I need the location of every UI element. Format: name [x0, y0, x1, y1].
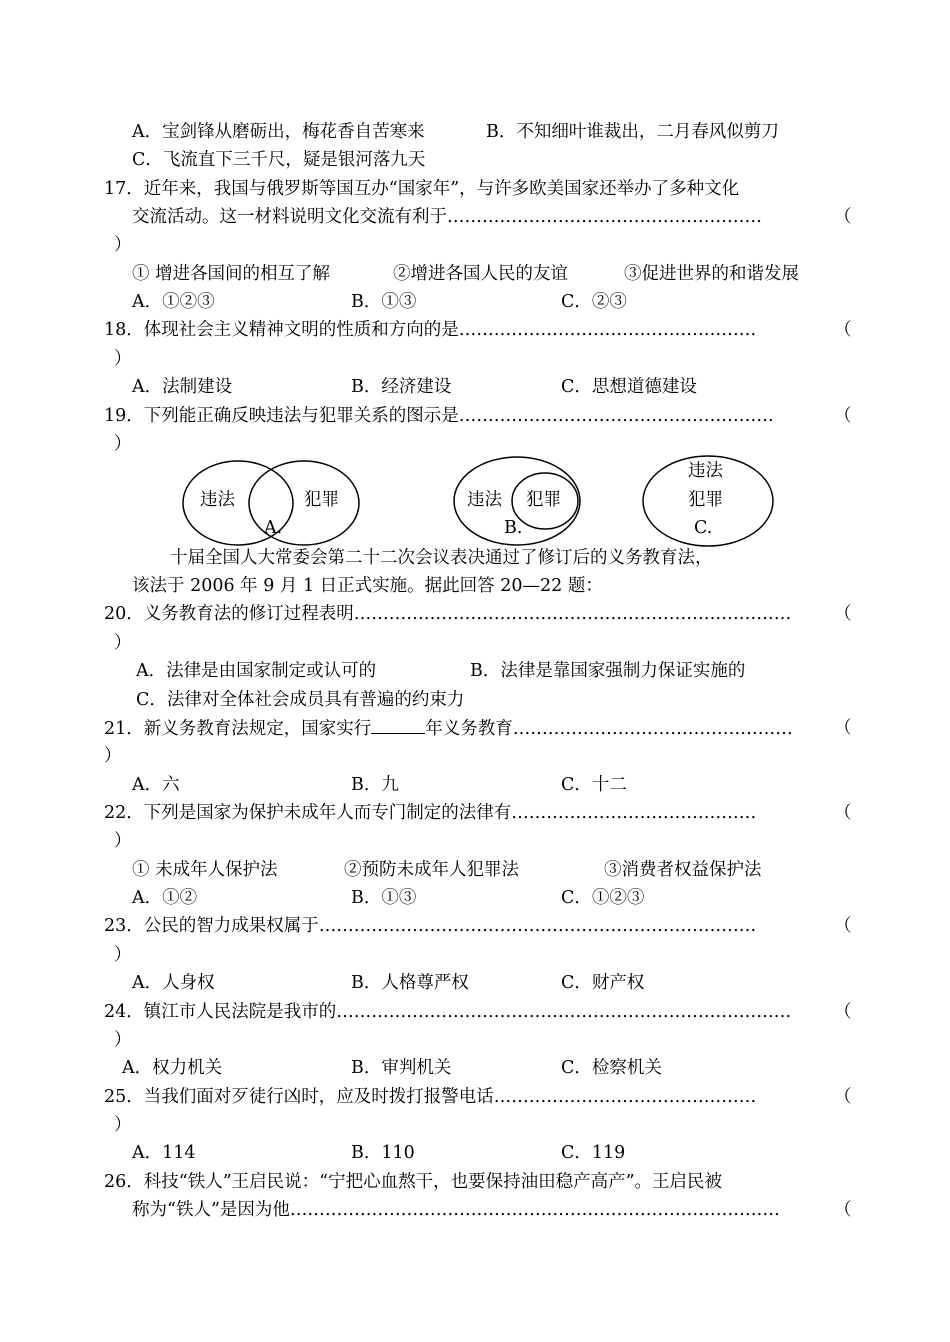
q25-option-b: B．110	[351, 1143, 415, 1163]
q24-stem: 24．镇江市人民法院是我市的……………………………………………………………………	[104, 1002, 792, 1022]
q25-stem: 25．当我们面对歹徒行凶时，应及时拨打报警电话………………………………………	[104, 1087, 757, 1107]
q18-option-a: A．法制建设	[132, 377, 233, 397]
q21-answer-blank[interactable]	[371, 717, 425, 734]
q20-answer-paren-open: （	[834, 604, 852, 624]
q23-option-c: C．财产权	[561, 973, 645, 993]
q22-option-c: C．①②③	[561, 888, 645, 908]
q25-answer-paren-open: （	[834, 1087, 852, 1107]
q20-option-b: B．法律是靠国家强制力保证实施的	[470, 661, 746, 681]
q17-answer-paren-close: ）	[114, 235, 132, 255]
q19-stem: 19．下列能正确反映违法与犯罪关系的图示是………………………………………………	[104, 406, 774, 426]
q25-answer-paren-close: ）	[114, 1115, 132, 1135]
q18-option-b: B．经济建设	[351, 377, 452, 397]
q17-stem-line1: 17．近年来，我国与俄罗斯等国互办“国家年”，与许多欧美国家还举办了多种文化	[104, 179, 740, 199]
q22-item-2: ②预防未成年人犯罪法	[344, 860, 519, 880]
q21-stem-before: 21．新义务教育法规定，国家实行	[104, 719, 372, 739]
q24-answer-paren-close: ）	[114, 1030, 132, 1050]
q22-answer-paren-open: （	[834, 803, 852, 823]
q23-option-b: B．人格尊严权	[351, 973, 469, 993]
q17-item-1: ① 增进各国间的相互了解	[132, 264, 331, 284]
diagram-b-tag: B.	[504, 518, 523, 538]
q25-option-c: C．119	[561, 1143, 626, 1163]
q26-answer-paren-open: （	[834, 1200, 852, 1220]
passage-line1: 十届全国人大常委会第二十二次会议表决通过了修订后的义务教育法，	[170, 548, 713, 568]
q19-answer-paren-close: ）	[114, 434, 132, 454]
q19-answer-paren-open: （	[834, 406, 852, 426]
q22-stem: 22．下列是国家为保护未成年人而专门制定的法律有……………………………………	[104, 803, 757, 823]
q20-option-c: C．法律对全体社会成员具有普遍的约束力	[136, 690, 465, 710]
diagram-c-violation-label: 违法	[688, 461, 723, 481]
q22-option-b: B．①③	[351, 888, 417, 908]
q22-answer-paren-close: ）	[114, 831, 132, 851]
q25-option-a: A．114	[132, 1143, 196, 1163]
q24-option-a: A．权力机关	[122, 1058, 223, 1078]
q16-option-b: B．不知细叶谁裁出，二月春风似剪刀	[486, 122, 779, 142]
diagram-c-crime-label: 犯罪	[688, 490, 723, 510]
diagram-c-tag: C.	[694, 518, 713, 538]
q21-option-a: A．六	[132, 775, 180, 795]
q21-option-b: B．九	[351, 775, 399, 795]
q21-answer-paren-open: （	[834, 718, 852, 738]
q21-option-c: C．十二	[561, 775, 627, 795]
q17-stem-line2: 交流活动。这一材料说明文化交流有利于………………………………………………	[132, 207, 762, 227]
q18-answer-paren-open: （	[834, 320, 852, 340]
diagram-b-violation-label: 违法	[467, 490, 502, 510]
q24-answer-paren-open: （	[834, 1002, 852, 1022]
q22-item-3: ③消费者权益保护法	[604, 860, 762, 880]
q24-option-b: B．审判机关	[351, 1058, 452, 1078]
q18-stem: 18．体现社会主义精神文明的性质和方向的是……………………………………………	[104, 320, 757, 340]
q23-stem: 23．公民的智力成果权属于…………………………………………………………………	[104, 916, 757, 936]
q17-item-3: ③促进世界的和谐发展	[624, 264, 799, 284]
diagram-a-violation-label: 违法	[200, 490, 235, 510]
q21-answer-paren-close: ）	[104, 746, 122, 766]
diagram-a-crime-label: 犯罪	[304, 490, 339, 510]
q20-stem: 20．义务教育法的修订过程表明…………………………………………………………………	[104, 604, 792, 624]
q17-option-c: C．②③	[561, 292, 627, 312]
q18-answer-paren-close: ）	[114, 349, 132, 369]
q23-answer-paren-open: （	[834, 916, 852, 936]
q22-item-1: ① 未成年人保护法	[132, 860, 278, 880]
q22-option-a: A．①②	[132, 888, 198, 908]
diagram-b-crime-label: 犯罪	[526, 490, 561, 510]
q23-answer-paren-close: ）	[114, 945, 132, 965]
q17-item-2: ②增进各国人民的友谊	[393, 264, 568, 284]
passage-line2: 该法于 2006 年 9 月 1 日正式实施。据此回答 20—22 题：	[132, 576, 603, 596]
q20-answer-paren-close: ）	[114, 633, 132, 653]
q21-stem	[104, 717, 793, 740]
q21-stem-after: 年义务教育…………………………………………	[425, 719, 793, 739]
q17-answer-paren-open: （	[834, 207, 852, 227]
q18-option-c: C．思想道德建设	[561, 377, 697, 397]
q26-stem-line2: 称为“铁人”是因为他…………………………………………………………………………	[132, 1200, 780, 1220]
q16-option-a: A．宝剑锋从磨砺出，梅花香自苦寒来	[132, 122, 425, 142]
diagram-a-tag: A.	[264, 518, 283, 538]
q23-option-a: A．人身权	[132, 973, 215, 993]
q16-option-c: C．飞流直下三千尺，疑是银河落九天	[132, 150, 426, 170]
q17-option-b: B．①③	[351, 292, 417, 312]
q17-option-a: A．①②③	[132, 292, 215, 312]
q26-stem-line1: 26．科技“铁人”王启民说：“宁把心血熬干，也要保持油田稳产高产”。王启民被	[104, 1172, 723, 1192]
q20-option-a: A．法律是由国家制定或认可的	[136, 661, 377, 681]
q24-option-c: C．检察机关	[561, 1058, 662, 1078]
